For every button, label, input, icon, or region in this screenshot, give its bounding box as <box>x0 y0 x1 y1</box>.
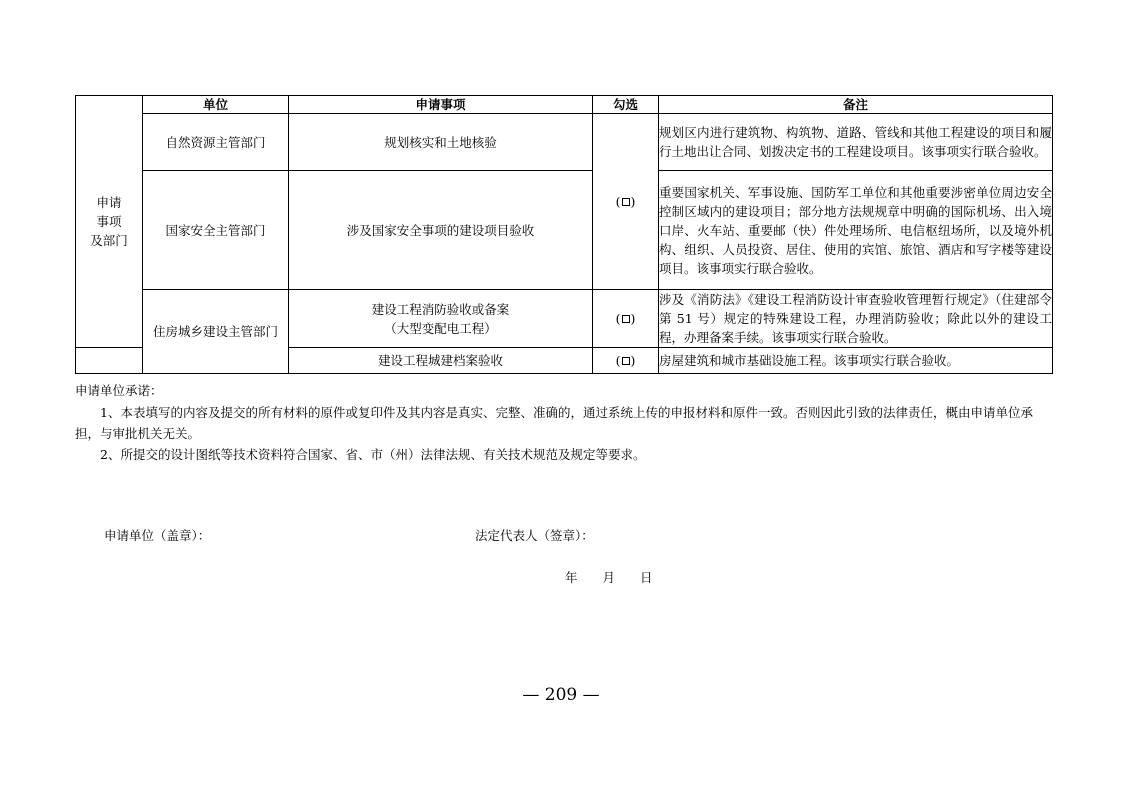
page-number: — 209 — <box>522 685 600 705</box>
row-item: 规划核实和土地核验 <box>289 114 593 171</box>
header-unit: 单位 <box>143 96 289 114</box>
row-remark: 房屋建筑和城市基础设施工程。该事项实行联合验收。 <box>659 348 1053 374</box>
representative-signature-label: 法定代表人（签章）： <box>475 528 594 543</box>
group-label-empty <box>76 348 143 374</box>
applicant-seal-label: 申请单位（盖章）： <box>104 528 211 543</box>
table-header-row <box>76 96 1053 114</box>
row-unit: 国家安全主管部门 <box>143 171 289 290</box>
row-item: 涉及国家安全事项的建设项目验收 <box>289 171 593 290</box>
header-check: 勾选 <box>593 96 659 114</box>
checkbox-square-icon <box>622 315 630 323</box>
row-unit: 住房城乡建设主管部门 <box>143 290 289 374</box>
group-label: 申请 事项 及部门 <box>76 96 143 348</box>
pledge-item-1: 1、本表填写的内容及提交的所有材料的原件或复印件及其内容是真实、完整、准确的，通过系统上传的申报材料和原件一致。否则因此引致的法律责任，概由申请单位承担，与审批机关无关。 <box>75 405 1033 441</box>
table-row <box>76 171 1053 290</box>
checkbox[interactable]: ( ) <box>615 194 636 209</box>
checkbox-square-icon <box>622 198 630 206</box>
checkbox[interactable]: ( ) <box>615 311 636 326</box>
pledge-item-2: 2、所提交的设计图纸等技术资料符合国家、省、市（州）法律法规、有关技术规范及规定等要求。 <box>100 447 646 462</box>
header-remark: 备注 <box>659 96 1053 114</box>
row-remark: 规划区内进行建筑物、构筑物、道路、管线和其他工程建设的项目和履行土地出让合同、划拨决定书的工程建设项目。该事项实行联合验收。 <box>659 114 1053 171</box>
row-item: 建设工程消防验收或备案 （大型变配电工程） <box>289 290 593 348</box>
checkbox[interactable]: ( ) <box>615 353 636 368</box>
row-remark: 涉及《消防法》《建设工程消防设计审查验收管理暂行规定》（住建部令第 51 号）规定的特殊建设工程，办理消防验收；除此以外的建设工程，办理备案手续。该事项实行联合验收。 <box>659 290 1053 348</box>
pledge-title: 申请单位承诺： <box>75 383 163 398</box>
checkbox-square-icon <box>622 357 630 365</box>
row-item: 建设工程城建档案验收 <box>289 348 593 374</box>
row-unit: 自然资源主管部门 <box>143 114 289 171</box>
application-table <box>75 95 1053 374</box>
table-row <box>76 114 1053 171</box>
check-cell[interactable] <box>593 114 659 290</box>
check-cell[interactable] <box>593 348 659 374</box>
check-cell[interactable] <box>593 290 659 348</box>
row-remark: 重要国家机关、军事设施、国防军工单位和其他重要涉密单位周边安全控制区域内的建设项目；部分地方法规规章中明确的国际机场、出入境口岸、火车站、重要邮（快）件处理场所、电信枢纽场所，以及境外机构、组织、人员投资、居住、使用的宾馆、旅馆、酒店和写字楼等建设项目。该事项实行联合验收。 <box>659 171 1053 290</box>
table-row <box>76 290 1053 348</box>
date-label: 年 月 日 <box>565 570 653 585</box>
header-item: 申请事项 <box>289 96 593 114</box>
